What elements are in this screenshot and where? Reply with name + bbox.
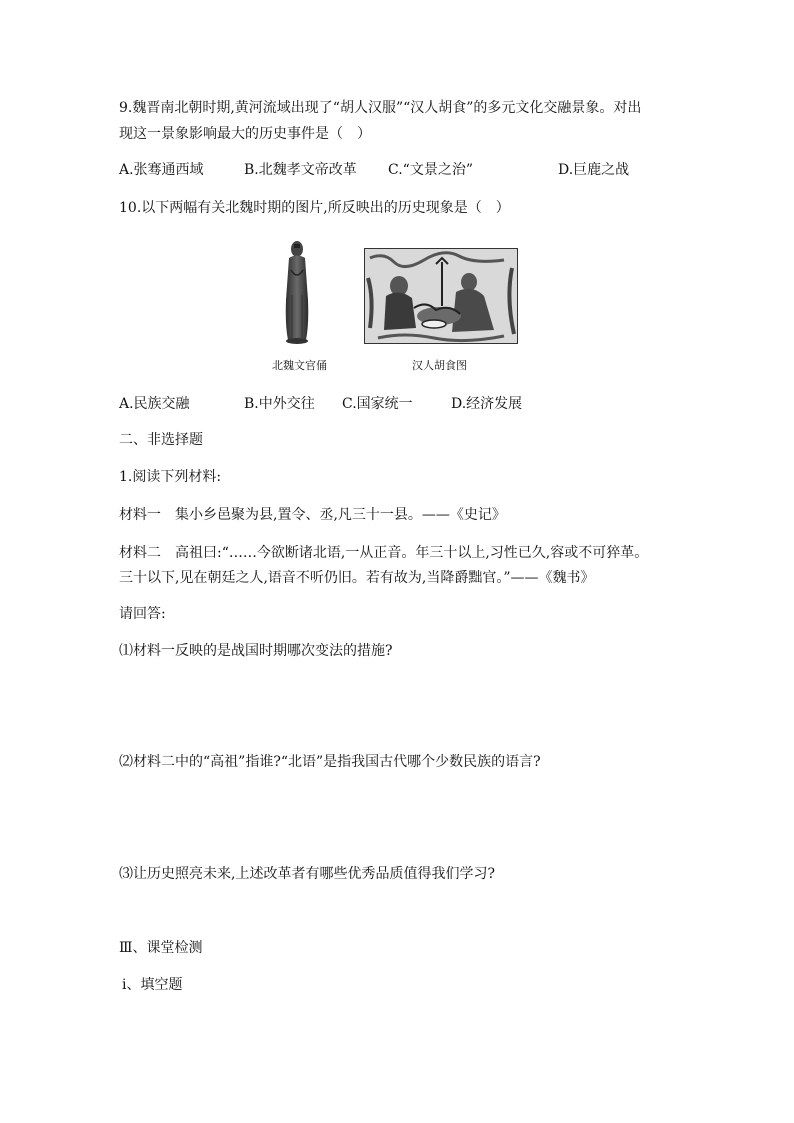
q10-stem: 10.以下两幅有关北魏时期的图片,所反映出的历史现象是（ ） bbox=[119, 200, 510, 216]
sub-question-3: ⑶让历史照亮未来,上述改革者有哪些优秀品质值得我们学习? bbox=[119, 866, 495, 882]
q9-option-d: D.巨鹿之战 bbox=[558, 162, 630, 178]
section3-heading: Ⅲ、课堂检测 bbox=[119, 940, 203, 956]
material1-text: 材料一 集小乡邑聚为县,置令、丞,凡三十一县。——《史记》 bbox=[119, 507, 506, 523]
q10-option-b: B.中外交往 bbox=[244, 396, 315, 412]
q9-stem-line2: 现这一景象影响最大的历史事件是（ ） bbox=[119, 126, 371, 142]
caption-official-figurine: 北魏文官俑 bbox=[272, 359, 327, 372]
q9-option-b: B.北魏孝文帝改革 bbox=[244, 162, 357, 178]
ask-label: 请回答: bbox=[119, 606, 166, 622]
caption-han-hu-food-mural: 汉人胡食图 bbox=[412, 359, 467, 372]
han-hu-food-mural-image bbox=[364, 248, 518, 344]
section3-sub-heading: ⅰ、填空题 bbox=[122, 977, 183, 993]
q9-option-c: C.“文景之治” bbox=[388, 162, 473, 178]
official-figurine-image bbox=[279, 240, 315, 344]
q9-option-a: A.张骞通西域 bbox=[119, 162, 204, 178]
section2-q1-intro: 1.阅读下列材料: bbox=[119, 469, 222, 485]
sub-question-2: ⑵材料二中的“高祖”指谁?“北语”是指我国古代哪个少数民族的语言? bbox=[119, 754, 541, 770]
section2-heading: 二、非选择题 bbox=[119, 432, 203, 448]
q10-option-d: D.经济发展 bbox=[451, 396, 523, 412]
q9-stem-line1: 9.魏晋南北朝时期,黄河流域出现了“胡人汉服”“汉人胡食”的多元文化交融景象。对出 bbox=[119, 100, 642, 116]
sub-question-1: ⑴材料一反映的是战国时期哪次变法的措施? bbox=[119, 643, 393, 659]
q10-option-c: C.国家统一 bbox=[342, 396, 413, 412]
material2-line1: 材料二 高祖曰:“……今欲断诸北语,一从正音。年三十以上,习性已久,容或不可猝革。 bbox=[119, 545, 649, 561]
q10-option-a: A.民族交融 bbox=[119, 396, 190, 412]
material2-line2: 三十以下,见在朝廷之人,语音不听仍旧。若有故为,当降爵黜官。”——《魏书》 bbox=[119, 570, 595, 586]
